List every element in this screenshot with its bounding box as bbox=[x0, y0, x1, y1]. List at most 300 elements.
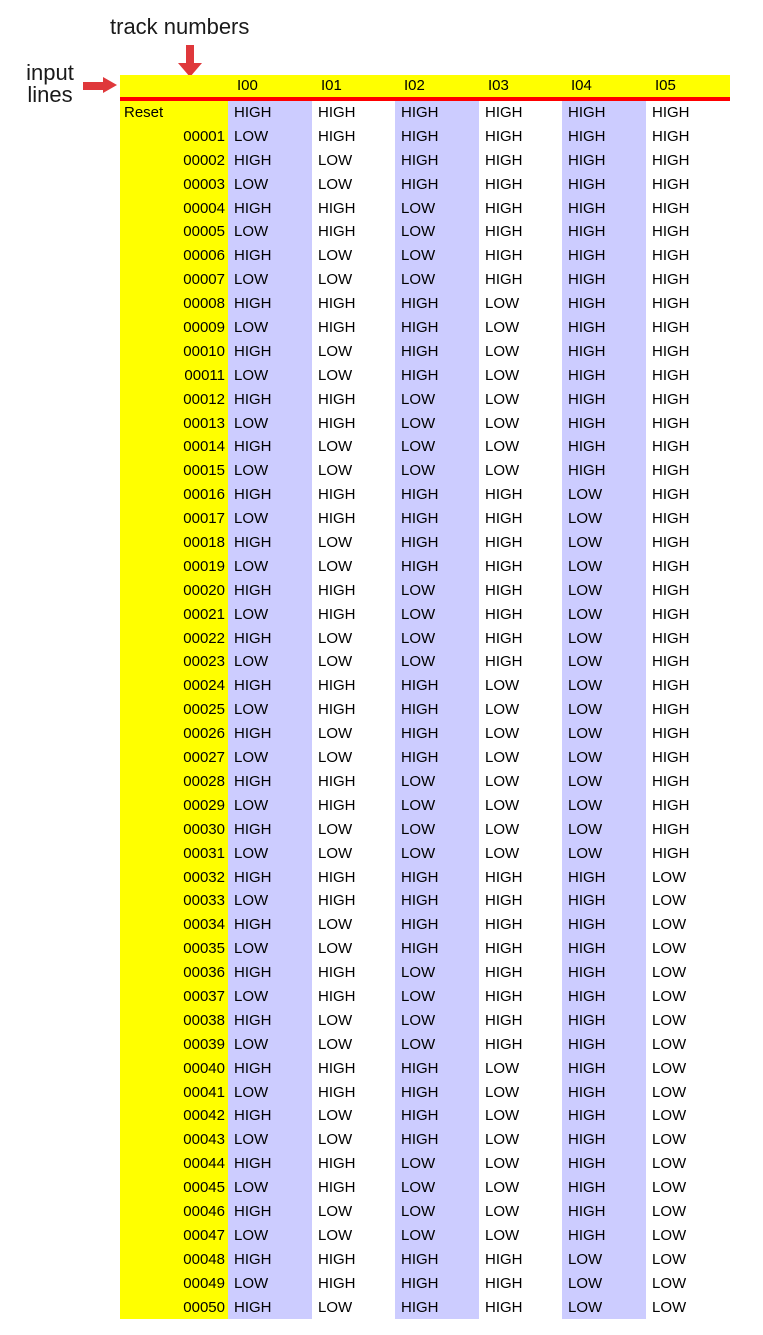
cell-I01: LOW bbox=[318, 1298, 353, 1316]
cell-I03: HIGH bbox=[485, 1274, 523, 1292]
table-row bbox=[120, 746, 730, 770]
cell-I03: HIGH bbox=[485, 1250, 523, 1268]
row-label: 00032 bbox=[120, 866, 228, 890]
cell-I04: HIGH bbox=[562, 125, 646, 149]
row-label: 00010 bbox=[120, 340, 228, 364]
cell-I01: HIGH bbox=[318, 414, 356, 432]
table-row bbox=[120, 388, 730, 412]
cell-I02: HIGH bbox=[395, 722, 479, 746]
cell-I05: HIGH bbox=[652, 701, 690, 719]
table-row bbox=[120, 913, 730, 937]
table-row bbox=[120, 961, 730, 985]
cell-I00: HIGH bbox=[228, 579, 312, 603]
row-label: 00007 bbox=[120, 268, 228, 292]
column-header-I02: I02 bbox=[404, 77, 425, 94]
table-row bbox=[120, 340, 730, 364]
cell-I03: HIGH bbox=[485, 605, 523, 623]
cell-I04: HIGH bbox=[562, 149, 646, 173]
cell-I00: LOW bbox=[228, 1176, 312, 1200]
cell-I05: HIGH bbox=[652, 247, 690, 265]
row-label: 00023 bbox=[120, 650, 228, 674]
table-row bbox=[120, 555, 730, 579]
row-label: 00041 bbox=[120, 1081, 228, 1105]
row-label: 00044 bbox=[120, 1152, 228, 1176]
cell-I00: HIGH bbox=[228, 674, 312, 698]
cell-I04: LOW bbox=[562, 1248, 646, 1272]
cell-I05: LOW bbox=[652, 1107, 687, 1125]
cell-I00: HIGH bbox=[228, 197, 312, 221]
cell-I02: LOW bbox=[395, 961, 479, 985]
cell-I05: HIGH bbox=[652, 319, 690, 337]
row-label: 00021 bbox=[120, 603, 228, 627]
cell-I01: LOW bbox=[318, 820, 353, 838]
row-label: 00029 bbox=[120, 794, 228, 818]
table-row bbox=[120, 650, 730, 674]
cell-I02: LOW bbox=[395, 650, 479, 674]
cell-I00: HIGH bbox=[228, 866, 312, 890]
cell-I02: HIGH bbox=[395, 316, 479, 340]
cell-I00: LOW bbox=[228, 650, 312, 674]
cell-I04: HIGH bbox=[562, 1200, 646, 1224]
table-row bbox=[120, 818, 730, 842]
cell-I03: LOW bbox=[485, 749, 520, 767]
cell-I00: LOW bbox=[228, 794, 312, 818]
row-label: 00039 bbox=[120, 1033, 228, 1057]
table-row bbox=[120, 674, 730, 698]
cell-I02: HIGH bbox=[395, 1104, 479, 1128]
cell-I03: LOW bbox=[485, 725, 520, 743]
cell-I01: LOW bbox=[318, 725, 353, 743]
table-row bbox=[120, 101, 730, 125]
table-row bbox=[120, 1176, 730, 1200]
cell-I02: HIGH bbox=[395, 889, 479, 913]
cell-I02: LOW bbox=[395, 770, 479, 794]
cell-I03: LOW bbox=[485, 295, 520, 313]
row-label: 00012 bbox=[120, 388, 228, 412]
cell-I03: LOW bbox=[485, 462, 520, 480]
cell-I05: HIGH bbox=[652, 175, 690, 193]
row-label: 00049 bbox=[120, 1272, 228, 1296]
row-label: 00016 bbox=[120, 483, 228, 507]
cell-I02: LOW bbox=[395, 1176, 479, 1200]
row-label: 00047 bbox=[120, 1224, 228, 1248]
cell-I05: LOW bbox=[652, 940, 687, 958]
cell-I00: LOW bbox=[228, 1081, 312, 1105]
cell-I03: LOW bbox=[485, 1083, 520, 1101]
row-label: 00050 bbox=[120, 1296, 228, 1320]
cell-I03: LOW bbox=[485, 1202, 520, 1220]
cell-I01: HIGH bbox=[318, 199, 356, 217]
table-header-row bbox=[120, 75, 730, 97]
row-label: 00002 bbox=[120, 149, 228, 173]
cell-I04: LOW bbox=[562, 483, 646, 507]
cell-I02: HIGH bbox=[395, 483, 479, 507]
cell-I00: LOW bbox=[228, 698, 312, 722]
input-lines-label bbox=[10, 62, 90, 106]
cell-I02: HIGH bbox=[395, 531, 479, 555]
cell-I05: HIGH bbox=[652, 605, 690, 623]
cell-I01: LOW bbox=[318, 940, 353, 958]
cell-I00: HIGH bbox=[228, 1057, 312, 1081]
cell-I05: LOW bbox=[652, 1274, 687, 1292]
cell-I04: HIGH bbox=[562, 1176, 646, 1200]
cell-I05: HIGH bbox=[652, 534, 690, 552]
cell-I00: LOW bbox=[228, 412, 312, 436]
right-arrow-head bbox=[103, 77, 117, 93]
cell-I02: LOW bbox=[395, 1033, 479, 1057]
cell-I02: HIGH bbox=[395, 674, 479, 698]
cell-I03: LOW bbox=[485, 820, 520, 838]
cell-I04: HIGH bbox=[562, 937, 646, 961]
cell-I03: HIGH bbox=[485, 271, 523, 289]
cell-I00: LOW bbox=[228, 985, 312, 1009]
cell-I04: HIGH bbox=[562, 1057, 646, 1081]
cell-I03: HIGH bbox=[485, 247, 523, 265]
cell-I01: LOW bbox=[318, 534, 353, 552]
cell-I01: LOW bbox=[318, 844, 353, 862]
cell-I00: LOW bbox=[228, 459, 312, 483]
cell-I00: HIGH bbox=[228, 770, 312, 794]
cell-I00: HIGH bbox=[228, 1200, 312, 1224]
cell-I00: LOW bbox=[228, 842, 312, 866]
table-row bbox=[120, 316, 730, 340]
cell-I04: LOW bbox=[562, 746, 646, 770]
cell-I02: LOW bbox=[395, 412, 479, 436]
table-row bbox=[120, 1224, 730, 1248]
column-header-I05: I05 bbox=[655, 77, 676, 94]
cell-I01: LOW bbox=[318, 1226, 353, 1244]
cell-I02: LOW bbox=[395, 220, 479, 244]
row-label: 00011 bbox=[120, 364, 228, 388]
cell-I04: HIGH bbox=[562, 913, 646, 937]
cell-I00: HIGH bbox=[228, 1009, 312, 1033]
table-row bbox=[120, 220, 730, 244]
cell-I03: HIGH bbox=[485, 1298, 523, 1316]
cell-I00: LOW bbox=[228, 125, 312, 149]
cell-I04: HIGH bbox=[562, 1009, 646, 1033]
cell-I04: HIGH bbox=[562, 412, 646, 436]
cell-I01: LOW bbox=[318, 366, 353, 384]
cell-I02: LOW bbox=[395, 1009, 479, 1033]
cell-I02: HIGH bbox=[395, 698, 479, 722]
cell-I05: LOW bbox=[652, 892, 687, 910]
row-label: 00043 bbox=[120, 1128, 228, 1152]
cell-I01: LOW bbox=[318, 1131, 353, 1149]
cell-I02: HIGH bbox=[395, 1081, 479, 1105]
cell-I01: LOW bbox=[318, 1035, 353, 1053]
row-label: 00015 bbox=[120, 459, 228, 483]
cell-I05: HIGH bbox=[652, 438, 690, 456]
cell-I04: HIGH bbox=[562, 1104, 646, 1128]
table-row bbox=[120, 483, 730, 507]
cell-I05: LOW bbox=[652, 868, 687, 886]
cell-I05: LOW bbox=[652, 1202, 687, 1220]
cell-I02: HIGH bbox=[395, 1248, 479, 1272]
cell-I02: HIGH bbox=[395, 1128, 479, 1152]
row-label: 00018 bbox=[120, 531, 228, 555]
cell-I01: LOW bbox=[318, 653, 353, 671]
table-row bbox=[120, 603, 730, 627]
row-label: 00026 bbox=[120, 722, 228, 746]
cell-I05: HIGH bbox=[652, 749, 690, 767]
cell-I01: HIGH bbox=[318, 581, 356, 599]
cell-I03: LOW bbox=[485, 1059, 520, 1077]
cell-I00: LOW bbox=[228, 603, 312, 627]
cell-I02: LOW bbox=[395, 627, 479, 651]
cell-I03: HIGH bbox=[485, 964, 523, 982]
cell-I00: HIGH bbox=[228, 722, 312, 746]
cell-I04: HIGH bbox=[562, 364, 646, 388]
cell-I01: HIGH bbox=[318, 1250, 356, 1268]
cell-I02: LOW bbox=[395, 459, 479, 483]
cell-I00: LOW bbox=[228, 1224, 312, 1248]
cell-I02: LOW bbox=[395, 1152, 479, 1176]
cell-I04: HIGH bbox=[562, 173, 646, 197]
cell-I05: HIGH bbox=[652, 772, 690, 790]
row-label: 00001 bbox=[120, 125, 228, 149]
table-row bbox=[120, 579, 730, 603]
table-row bbox=[120, 1009, 730, 1033]
cell-I05: HIGH bbox=[652, 725, 690, 743]
row-label: 00013 bbox=[120, 412, 228, 436]
cell-I02: HIGH bbox=[395, 340, 479, 364]
table-row bbox=[120, 244, 730, 268]
cell-I02: HIGH bbox=[395, 149, 479, 173]
cell-I05: LOW bbox=[652, 1250, 687, 1268]
cell-I04: LOW bbox=[562, 842, 646, 866]
cell-I05: HIGH bbox=[652, 510, 690, 528]
cell-I00: LOW bbox=[228, 1272, 312, 1296]
cell-I04: HIGH bbox=[562, 889, 646, 913]
cell-I04: HIGH bbox=[562, 459, 646, 483]
cell-I01: HIGH bbox=[318, 677, 356, 695]
truth-table bbox=[120, 75, 730, 1319]
cell-I02: LOW bbox=[395, 1200, 479, 1224]
table-row bbox=[120, 627, 730, 651]
cell-I05: HIGH bbox=[652, 104, 690, 121]
cell-I00: LOW bbox=[228, 746, 312, 770]
cell-I03: HIGH bbox=[485, 557, 523, 575]
cell-I01: HIGH bbox=[318, 772, 356, 790]
cell-I04: HIGH bbox=[562, 388, 646, 412]
cell-I00: HIGH bbox=[228, 388, 312, 412]
cell-I01: LOW bbox=[318, 1202, 353, 1220]
cell-I01: HIGH bbox=[318, 892, 356, 910]
row-label: 00014 bbox=[120, 435, 228, 459]
cell-I01: HIGH bbox=[318, 868, 356, 886]
row-label: 00025 bbox=[120, 698, 228, 722]
table-row bbox=[120, 292, 730, 316]
cell-I04: LOW bbox=[562, 627, 646, 651]
cell-I04: HIGH bbox=[562, 1081, 646, 1105]
cell-I01: LOW bbox=[318, 557, 353, 575]
cell-I03: LOW bbox=[485, 366, 520, 384]
cell-I02: HIGH bbox=[395, 555, 479, 579]
cell-I05: HIGH bbox=[652, 223, 690, 241]
cell-I03: HIGH bbox=[485, 510, 523, 528]
cell-I03: LOW bbox=[485, 1155, 520, 1173]
cell-I03: LOW bbox=[485, 772, 520, 790]
cell-I05: HIGH bbox=[652, 366, 690, 384]
table-row bbox=[120, 1057, 730, 1081]
table-row bbox=[120, 794, 730, 818]
cell-I03: LOW bbox=[485, 438, 520, 456]
cell-I04: LOW bbox=[562, 650, 646, 674]
cell-I04: LOW bbox=[562, 674, 646, 698]
cell-I05: HIGH bbox=[652, 342, 690, 360]
cell-I02: HIGH bbox=[395, 173, 479, 197]
cell-I00: LOW bbox=[228, 555, 312, 579]
cell-I00: HIGH bbox=[228, 961, 312, 985]
row-label: 00038 bbox=[120, 1009, 228, 1033]
cell-I01: LOW bbox=[318, 462, 353, 480]
row-label: 00048 bbox=[120, 1248, 228, 1272]
cell-I04: HIGH bbox=[562, 197, 646, 221]
cell-I04: LOW bbox=[562, 818, 646, 842]
cell-I02: HIGH bbox=[395, 1296, 479, 1320]
table-row bbox=[120, 889, 730, 913]
table-row bbox=[120, 197, 730, 221]
cell-I05: HIGH bbox=[652, 677, 690, 695]
cell-I03: LOW bbox=[485, 1226, 520, 1244]
cell-I01: HIGH bbox=[318, 104, 356, 121]
cell-I01: HIGH bbox=[318, 127, 356, 145]
cell-I00: HIGH bbox=[228, 244, 312, 268]
column-header-I03: I03 bbox=[488, 77, 509, 94]
cell-I05: HIGH bbox=[652, 271, 690, 289]
row-label: 00019 bbox=[120, 555, 228, 579]
cell-I01: HIGH bbox=[318, 964, 356, 982]
cell-I01: LOW bbox=[318, 438, 353, 456]
cell-I00: HIGH bbox=[228, 149, 312, 173]
cell-I05: HIGH bbox=[652, 414, 690, 432]
cell-I05: HIGH bbox=[652, 629, 690, 647]
row-label: 00031 bbox=[120, 842, 228, 866]
down-arrow-shaft bbox=[186, 45, 194, 64]
cell-I03: HIGH bbox=[485, 104, 523, 121]
row-label: 00004 bbox=[120, 197, 228, 221]
cell-I03: LOW bbox=[485, 414, 520, 432]
cell-I01: HIGH bbox=[318, 510, 356, 528]
table-row bbox=[120, 1296, 730, 1320]
cell-I03: LOW bbox=[485, 342, 520, 360]
cell-I05: HIGH bbox=[652, 844, 690, 862]
cell-I01: HIGH bbox=[318, 701, 356, 719]
cell-I05: LOW bbox=[652, 1226, 687, 1244]
table-row bbox=[120, 1033, 730, 1057]
cell-I01: HIGH bbox=[318, 223, 356, 241]
cell-I03: LOW bbox=[485, 701, 520, 719]
row-label: Reset bbox=[120, 101, 228, 125]
cell-I02: LOW bbox=[395, 985, 479, 1009]
cell-I03: LOW bbox=[485, 796, 520, 814]
cell-I02: LOW bbox=[395, 435, 479, 459]
table-row bbox=[120, 1128, 730, 1152]
cell-I04: HIGH bbox=[562, 1128, 646, 1152]
cell-I05: HIGH bbox=[652, 820, 690, 838]
row-label: 00027 bbox=[120, 746, 228, 770]
cell-I04: HIGH bbox=[562, 866, 646, 890]
table-row bbox=[120, 364, 730, 388]
row-label: 00006 bbox=[120, 244, 228, 268]
row-label: 00034 bbox=[120, 913, 228, 937]
row-label: 00028 bbox=[120, 770, 228, 794]
row-label: 00009 bbox=[120, 316, 228, 340]
table-body bbox=[120, 101, 730, 1319]
column-header-I00: I00 bbox=[237, 77, 258, 94]
cell-I02: LOW bbox=[395, 818, 479, 842]
cell-I04: HIGH bbox=[562, 292, 646, 316]
cell-I00: LOW bbox=[228, 1033, 312, 1057]
cell-I05: HIGH bbox=[652, 796, 690, 814]
row-label: 00003 bbox=[120, 173, 228, 197]
table-row bbox=[120, 1272, 730, 1296]
cell-I02: HIGH bbox=[395, 292, 479, 316]
cell-I01: LOW bbox=[318, 247, 353, 265]
column-header-I04: I04 bbox=[571, 77, 592, 94]
track-numbers-label: track numbers bbox=[110, 14, 250, 39]
cell-I03: HIGH bbox=[485, 486, 523, 504]
table-row bbox=[120, 770, 730, 794]
cell-I03: LOW bbox=[485, 1107, 520, 1125]
cell-I05: HIGH bbox=[652, 295, 690, 313]
row-label: 00030 bbox=[120, 818, 228, 842]
cell-I03: HIGH bbox=[485, 223, 523, 241]
cell-I01: HIGH bbox=[318, 1059, 356, 1077]
cell-I02: HIGH bbox=[395, 746, 479, 770]
row-label: 00042 bbox=[120, 1104, 228, 1128]
cell-I01: HIGH bbox=[318, 390, 356, 408]
right-arrow-shaft bbox=[83, 82, 104, 90]
table-row bbox=[120, 1248, 730, 1272]
cell-I02: LOW bbox=[395, 268, 479, 292]
table-row bbox=[120, 985, 730, 1009]
cell-I04: HIGH bbox=[562, 435, 646, 459]
column-header-I01: I01 bbox=[321, 77, 342, 94]
cell-I03: HIGH bbox=[485, 916, 523, 934]
cell-I00: LOW bbox=[228, 937, 312, 961]
table-row bbox=[120, 268, 730, 292]
cell-I00: HIGH bbox=[228, 1104, 312, 1128]
cell-I04: HIGH bbox=[562, 101, 646, 125]
table-row bbox=[120, 173, 730, 197]
cell-I02: LOW bbox=[395, 794, 479, 818]
cell-I02: LOW bbox=[395, 388, 479, 412]
cell-I04: HIGH bbox=[562, 961, 646, 985]
table-row bbox=[120, 531, 730, 555]
cell-I03: HIGH bbox=[485, 581, 523, 599]
cell-I01: LOW bbox=[318, 342, 353, 360]
cell-I03: HIGH bbox=[485, 127, 523, 145]
cell-I02: HIGH bbox=[395, 1272, 479, 1296]
cell-I01: LOW bbox=[318, 1011, 353, 1029]
row-label: 00046 bbox=[120, 1200, 228, 1224]
table-row bbox=[120, 937, 730, 961]
cell-I00: LOW bbox=[228, 1128, 312, 1152]
cell-I01: HIGH bbox=[318, 1179, 356, 1197]
cell-I01: HIGH bbox=[318, 987, 356, 1005]
cell-I04: HIGH bbox=[562, 340, 646, 364]
cell-I00: HIGH bbox=[228, 627, 312, 651]
cell-I03: LOW bbox=[485, 390, 520, 408]
cell-I04: HIGH bbox=[562, 985, 646, 1009]
cell-I05: HIGH bbox=[652, 390, 690, 408]
cell-I03: LOW bbox=[485, 319, 520, 337]
cell-I04: LOW bbox=[562, 1296, 646, 1320]
cell-I01: HIGH bbox=[318, 319, 356, 337]
cell-I04: LOW bbox=[562, 722, 646, 746]
cell-I03: HIGH bbox=[485, 175, 523, 193]
